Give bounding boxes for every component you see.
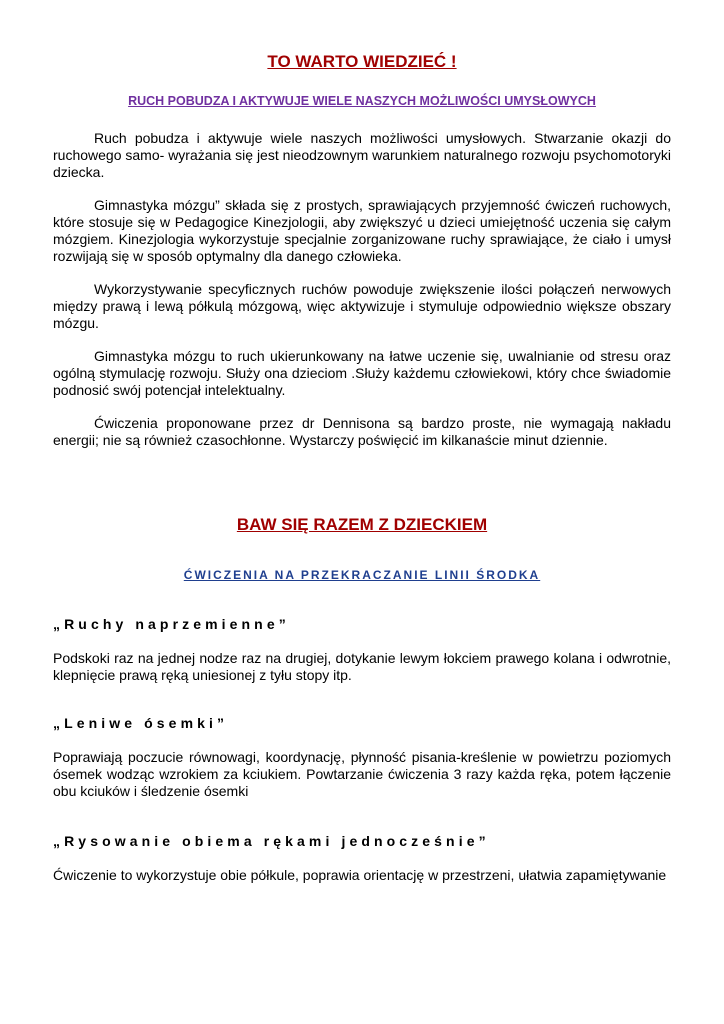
exercise-title: „Leniwe ósemki” [53,715,229,731]
paragraph: Gimnastyka mózgu” składa się z prostych, sprawiających przyjemność ćwiczeń ruchowych, które stosuje się w Pedagogice Kinezjologii, aby zwiększyć u dzieci umiejętność uczenia się całym mózgiem. Kinezjologia wykorzystuje specjalnie zorganizowane ruchy sprawiające, że ciało i umysł rozwijają się w sposób optymalny dla danego człowieka. [53,197,671,264]
section-title: TO WARTO WIEDZIEĆ ! [267,52,457,71]
paragraph: Ruch pobudza i aktywuje wiele naszych możliwości umysłowych. Stwarzanie okazji do ruchowego samo- wyrażania się jest nieodzownym warunkiem naturalnego rozwoju psychomotoryki dziecka. [53,130,671,180]
paragraph: Ćwiczenia proponowane przez dr Dennisona są bardzo proste, nie wymagają nakładu energii; nie są również czasochłonne. Wystarczy poświęcić im kilkanaście minut dziennie. [53,415,671,448]
section-title: BAW SIĘ RAZEM Z DZIECKIEM [236,515,488,534]
exercise-description: Podskoki raz na jednej nodze raz na drugiej, dotykanie lewym łokciem prawego kolana i odwrotnie, klepnięcie prawą ręką uniesionej z tyłu stopy itp. [53,650,671,683]
exercise-description: Poprawiają poczucie równowagi, koordynację, płynność pisania-kreślenie w powietrzu poziomych ósemek wodząc wzrokiem za kciukiem. Powtarzanie ćwiczenia 3 razy każda ręka, potem łączenie obu kciuków i śledzenie ósemki [53,749,671,799]
exercise-title: „Ruchy naprzemienne” [53,616,290,632]
paragraph: Gimnastyka mózgu to ruch ukierunkowany na łatwe uczenie się, uwalnianie od stresu oraz ogólną stymulację rozwoju. Służy ona dzieciom .Służy każdemu człowiekowi, który chce świadomie podnosić swój potencjał intelektualny. [53,348,671,398]
exercise-description: Ćwiczenie to wykorzystuje obie półkule, poprawia orientację w przestrzeni, ułatwia zapamiętywanie [53,867,667,883]
paragraph: Wykorzystywanie specyficznych ruchów powoduje zwiększenie ilości połączeń nerwowych między prawą i lewą półkulą mózgową, więc aktywizuje i stymuluje odpowiednio większe obszary mózgu. [53,281,671,331]
section-subtitle: RUCH POBUDZA I AKTYWUJE WIELE NASZYCH MOŻLIWOŚCI UMYSŁOWYCH [128,94,596,108]
section-subtitle: ĆWICZENIA NA PRZEKRACZANIE LINII ŚRODKA [183,568,541,582]
exercise-title: „Rysowanie obiema rękami jednocześnie” [53,833,490,849]
